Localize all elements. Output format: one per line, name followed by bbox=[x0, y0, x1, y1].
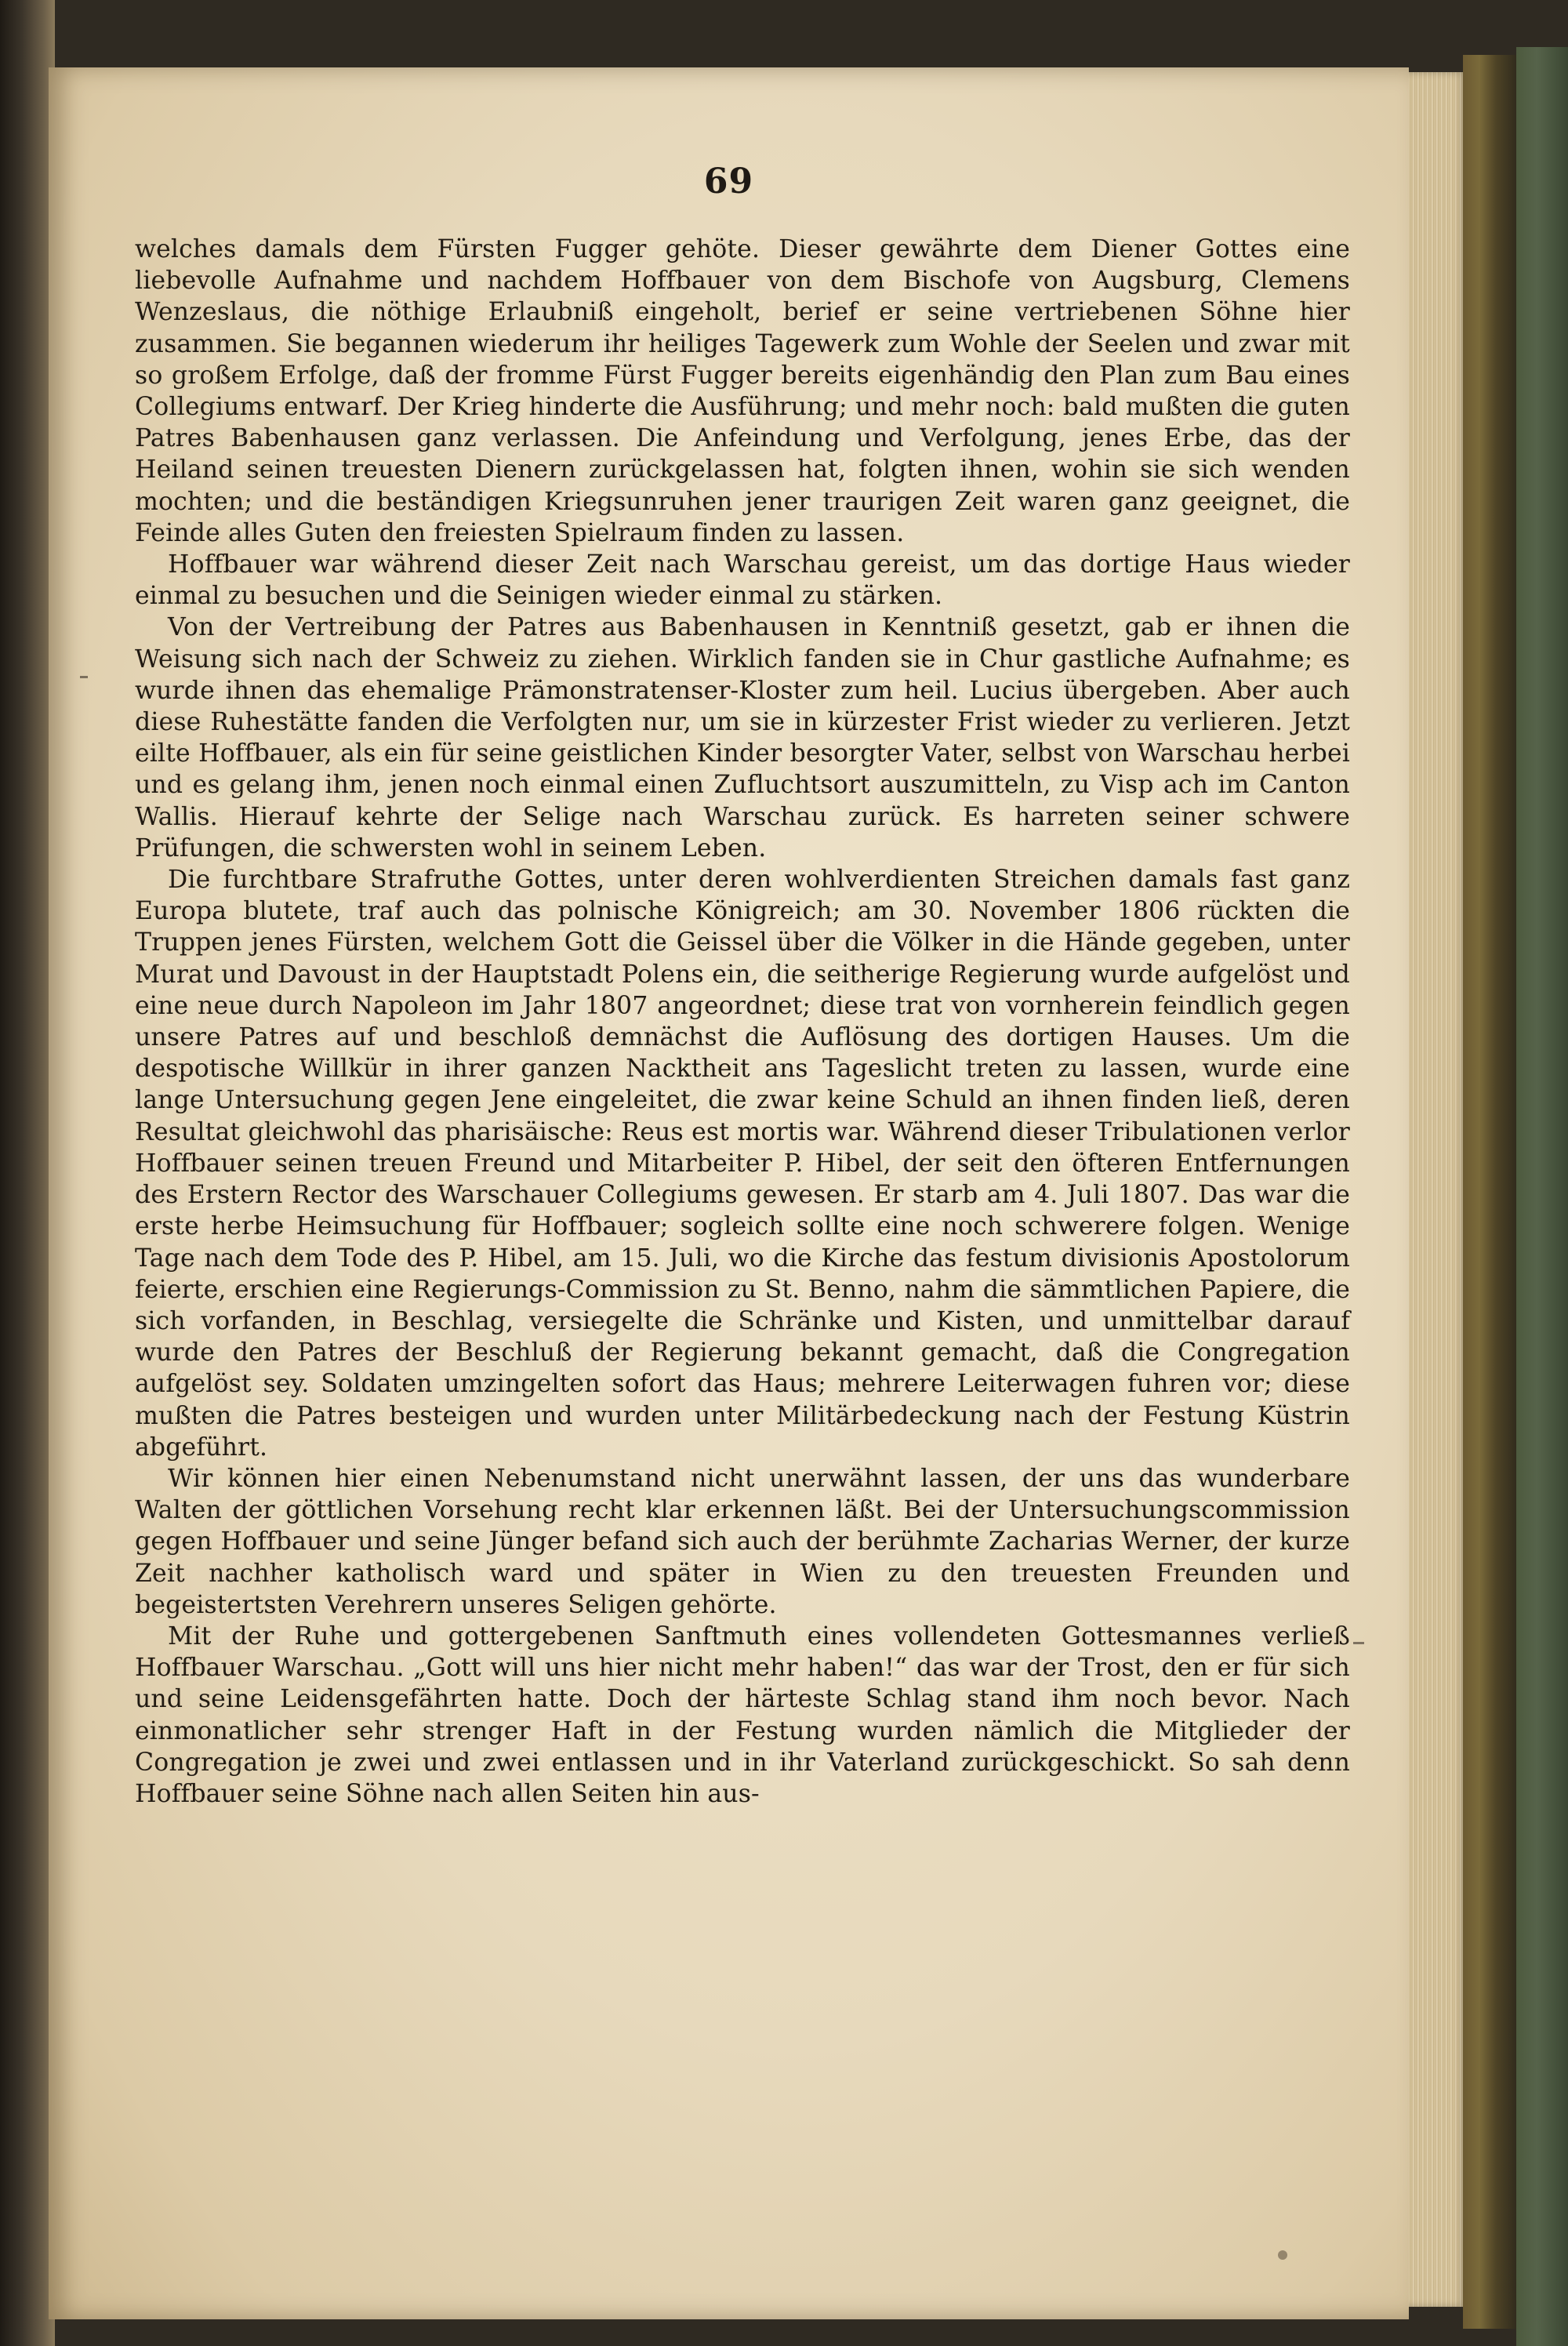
book-cover-edge bbox=[1463, 55, 1518, 2329]
paragraph: welches damals dem Fürsten Fugger gehöte. Dieser gewährte dem Diener Gottes eine liebevolle Aufnahme und nachdem Hoffbauer von dem Bischofe von Augsburg, Clemens Wenzeslaus, die nöthige Erlaubniß eingeholt, berief er seine vertriebenen Söhne hier zusammen. Sie begannen wiederum ihr heiliges Tagewerk zum Wohle der Seelen und zwar mit so großem Erfolge, daß der fromme Fürst Fugger bereits eigenhändig den Plan zum Bau eines Collegiums entwarf. Der Krieg hinderte die Ausführung; und mehr noch: bald mußten die guten Patres Babenhausen ganz verlassen. Die Anfeindung und Verfolgung, jenes Erbe, das der Heiland seinen treuesten Dienern zurückgelassen hat, folgten ihnen, wohin sie sich wenden mochten; und die beständigen Kriegsunruhen jener traurigen Zeit waren ganz geeignet, die Feinde alles Guten den freiesten Spielraum finden zu lassen. bbox=[135, 235, 1350, 547]
book-page bbox=[49, 67, 1409, 2319]
body-text bbox=[135, 234, 1350, 1810]
margin-mark bbox=[1353, 1642, 1364, 1644]
book-cover-spine bbox=[1516, 47, 1568, 2346]
ink-speck bbox=[1278, 2250, 1287, 2260]
margin-mark bbox=[80, 676, 88, 678]
left-book-edge bbox=[0, 0, 55, 2346]
page-number: 69 bbox=[703, 162, 754, 202]
paragraph: Wir können hier einen Nebenumstand nicht unerwähnt lassen, der uns das wunderbare Walten der göttlichen Vorsehung recht klar erkennen läßt. Bei der Untersuchungscommission gegen Hoffbauer und seine Jünger befand sich auch der berühmte Zacharias Werner, der kurze Zeit nachher katholisch ward und später in Wien zu den treuesten Freunden und begeistertsten Verehrern unseres Seligen gehörte. bbox=[135, 1464, 1350, 1619]
paragraph: Hoffbauer war während dieser Zeit nach Warschau gereist, um das dortige Haus wieder einmal zu besuchen und die Seinigen wieder einmal zu stärken. bbox=[135, 550, 1350, 611]
paragraph: Von der Vertreibung der Patres aus Babenhausen in Kenntniß gesetzt, gab er ihnen die Weisung sich nach der Schweiz zu ziehen. Wirklich fanden sie in Chur gastliche Aufnahme; es wurde ihnen das ehemalige Prämonstratenser-Kloster zum heil. Lucius übergeben. Aber auch diese Ruhestätte fanden die Verfolgten nur, um sie in kürzester Frist wieder zu verlieren. Jetzt eilte Hoffbauer, als ein für seine geistlichen Kinder besorgter Vater, selbst von Warschau herbei und es gelang ihm, jenen noch einmal einen Zufluchtsort auszumitteln, zu Visp ach im Canton Wallis. Hierauf kehrte der Selige nach Warschau zurück. Es harreten seiner schwere Prüfungen, die schwersten wohl in seinem Leben. bbox=[135, 613, 1350, 862]
paragraph: Die furchtbare Strafruthe Gottes, unter deren wohlverdienten Streichen damals fast ganz Europa blutete, traf auch das polnische Königreich; am 30. November 1806 rückten die Truppen jenes Fürsten, welchem Gott die Geissel über die Völker in die Hände gegeben, unter Murat und Davoust in der Hauptstadt Polens ein, die seitherige Regierung wurde aufgelöst und eine neue durch Napoleon im Jahr 1807 angeordnet; diese trat von vornherein feindlich gegen unsere Patres auf und beschloß demnächst die Auflösung des dortigen Hauses. Um die despotische Willkür in ihrer ganzen Nacktheit ans Tageslicht treten zu lassen, wurde eine lange Untersuchung gegen Jene eingeleitet, die zwar keine Schuld an ihnen finden ließ, deren Resultat gleichwohl das pharisäische: Reus est mortis war. Während dieser Tribulationen verlor Hoffbauer seinen treuen Freund und Mitarbeiter P. Hibel, der seit den öfteren Entfernungen des Erstern Rector des Warschauer Collegiums gewesen. Er starb am 4. Juli 1807. Das war die erste herbe Heimsuchung für Hoffbauer; sogleich sollte eine noch schwerere folgen. Wenige Tage nach dem Tode des P. Hibel, am 15. Juli, wo die Kirche das festum divisionis Apostolorum feierte, erschien eine Regierungs-Commission zu St. Benno, nahm die sämmtlichen Papiere, die sich vorfanden, in Beschlag, versiegelte die Schränke und Kisten, und unmittelbar darauf wurde den Patres der Beschluß der Regierung bekannt gemacht, daß die Congregation aufgelöst sey. Soldaten umzingelten sofort das Haus; mehrere Leiterwagen fuhren vor; diese mußten die Patres besteigen und wurden unter Militärbedeckung nach der Festung Küstrin abgeführt. bbox=[135, 866, 1350, 1462]
paragraph: Mit der Ruhe und gottergebenen Sanftmuth eines vollendeten Gottesmannes verließ Hoffbauer Warschau. „Gott will uns hier nicht mehr haben!“ das war der Trost, den er für sich und seine Leidensgefährten hatte. Doch der härteste Schlag stand ihm noch bevor. Nach einmonatlicher sehr strenger Haft in der Festung wurden nämlich die Mitglieder der Congregation je zwei und zwei entlassen und in ihr Vaterland zurückgeschickt. So sah denn Hoffbauer seine Söhne nach allen Seiten hin aus- bbox=[135, 1622, 1350, 1808]
